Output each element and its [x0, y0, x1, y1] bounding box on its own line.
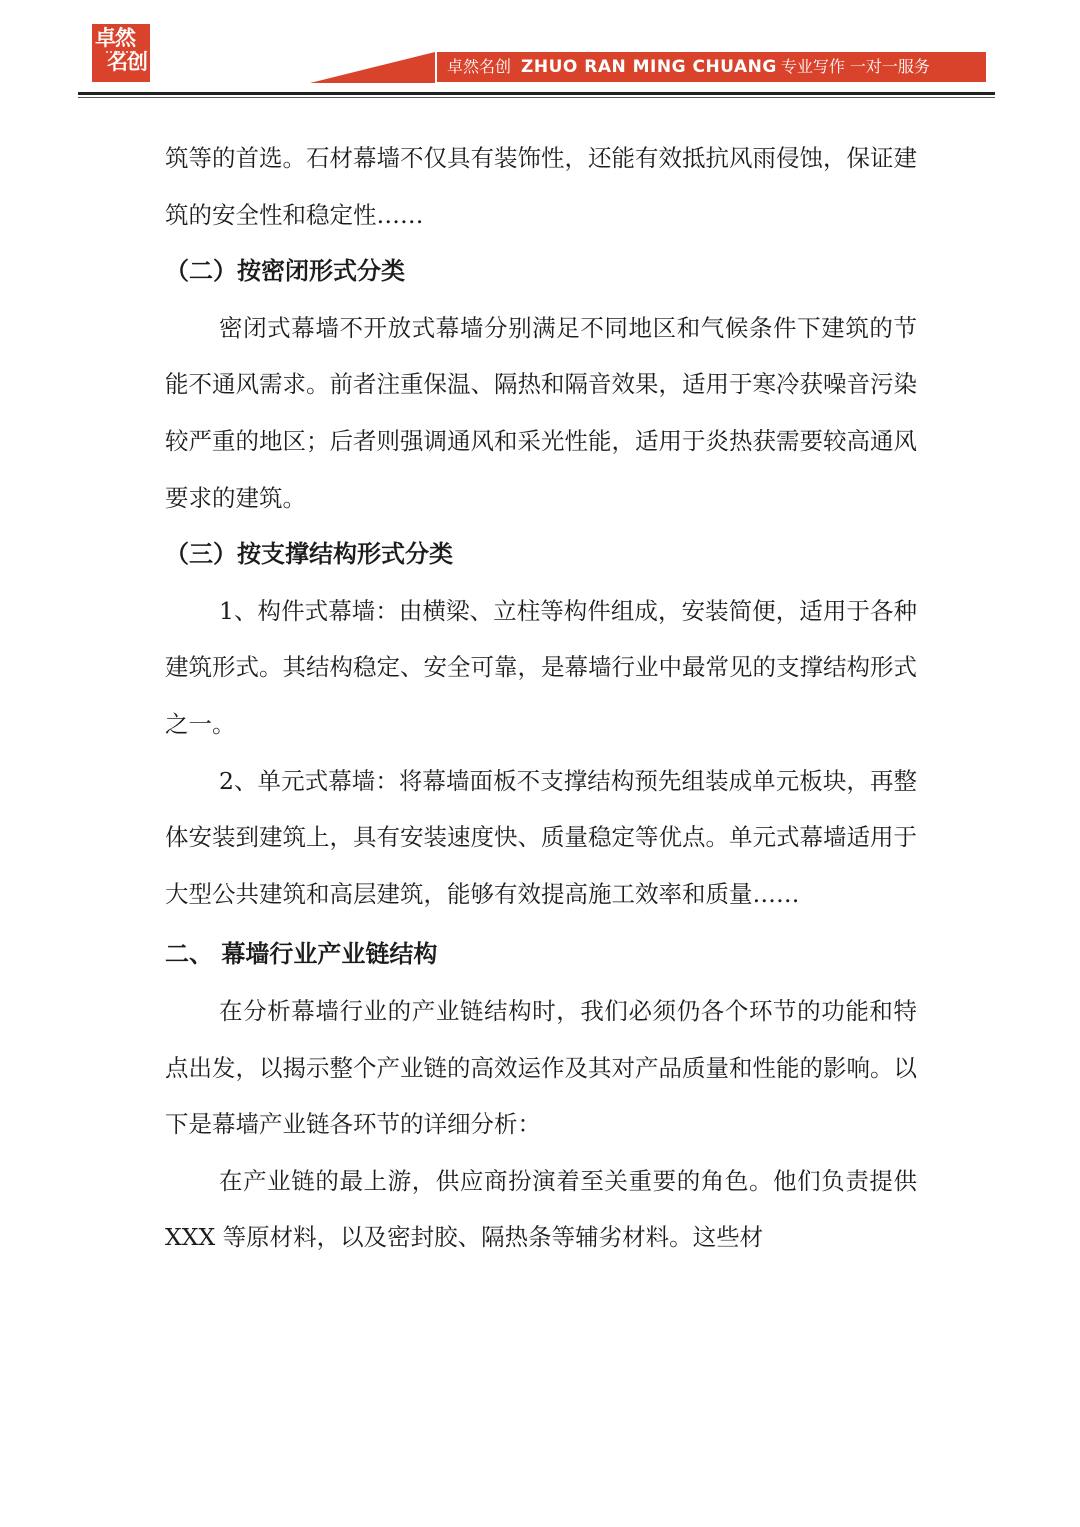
heading-by-sealing-form: （二）按密闭形式分类 — [165, 257, 405, 286]
heading-by-support-structure: （三）按支撑结构形式分类 — [165, 540, 453, 569]
banner-wedge — [310, 52, 435, 83]
heading-industry-chain-structure: 二、 幕墙行业产业链结构 — [165, 940, 438, 969]
banner-tagline: 专业写作 一对一服务 — [780, 57, 930, 76]
logo-dots-decoration — [106, 51, 136, 55]
banner-separator — [435, 52, 437, 82]
paragraph-industry-chain-analysis: 在分析幕墙行业的产业链结构时，我们必须仍各个环节的功能和特点出发，以揭示整个产业链的高效运作及其对产品质量和性能的影响。以下是幕墙产业链各环节的详细分析： — [165, 996, 917, 1139]
header-rule-thick — [78, 92, 995, 95]
logo-text-top: 卓然 — [95, 26, 135, 50]
paragraph-component-curtain-wall: 1、构件式幕墙：由横梁、立柱等构件组成，安装简便，适用于各种建筑形式。其结构稳定、安全可靠，是幕墙行业中最常见的支撑结构形式之一。 — [165, 596, 917, 738]
header-rule-thin — [78, 97, 995, 98]
paragraph-stone-curtain-wall-end: 筑等的首选。石材幕墙不仅具有装饰性，还能有效抵抗风雨侵蚀，保证建筑的安全性和稳定性…… — [165, 144, 917, 229]
banner-chinese-name: 卓然名创 — [447, 57, 512, 76]
brand-logo — [92, 24, 150, 82]
header-banner-text — [447, 52, 985, 82]
paragraph-sealed-open-curtain-wall: 密闭式幕墙不开放式幕墙分别满足不同地区和气候条件下建筑的节能不通风需求。前者注重保温、隔热和隔音效果，适用于寒冷获噪音污染较严重的地区；后者则强调通风和采光性能，适用于炎热获需要较高通风要求的建筑。 — [165, 313, 917, 512]
document-body — [165, 130, 917, 1266]
paragraph-unitized-curtain-wall: 2、单元式幕墙：将幕墙面板不支撑结构预先组装成单元板块，再整体安装到建筑上，具有安装速度快、质量稳定等优点。单元式幕墙适用于大型公共建筑和高层建筑，能够有效提高施工效率和质量…… — [165, 766, 917, 908]
logo-text-bottom: 名创 — [107, 50, 147, 74]
paragraph-upstream-suppliers: 在产业链的最上游，供应商扮演着至关重要的角色。他们负责提供 XXX 等原材料，以及密封胶、隔热条等辅劣材料。这些材 — [165, 1166, 917, 1252]
banner-latin-name: ZHUO RAN MING CHUANG — [521, 57, 777, 77]
